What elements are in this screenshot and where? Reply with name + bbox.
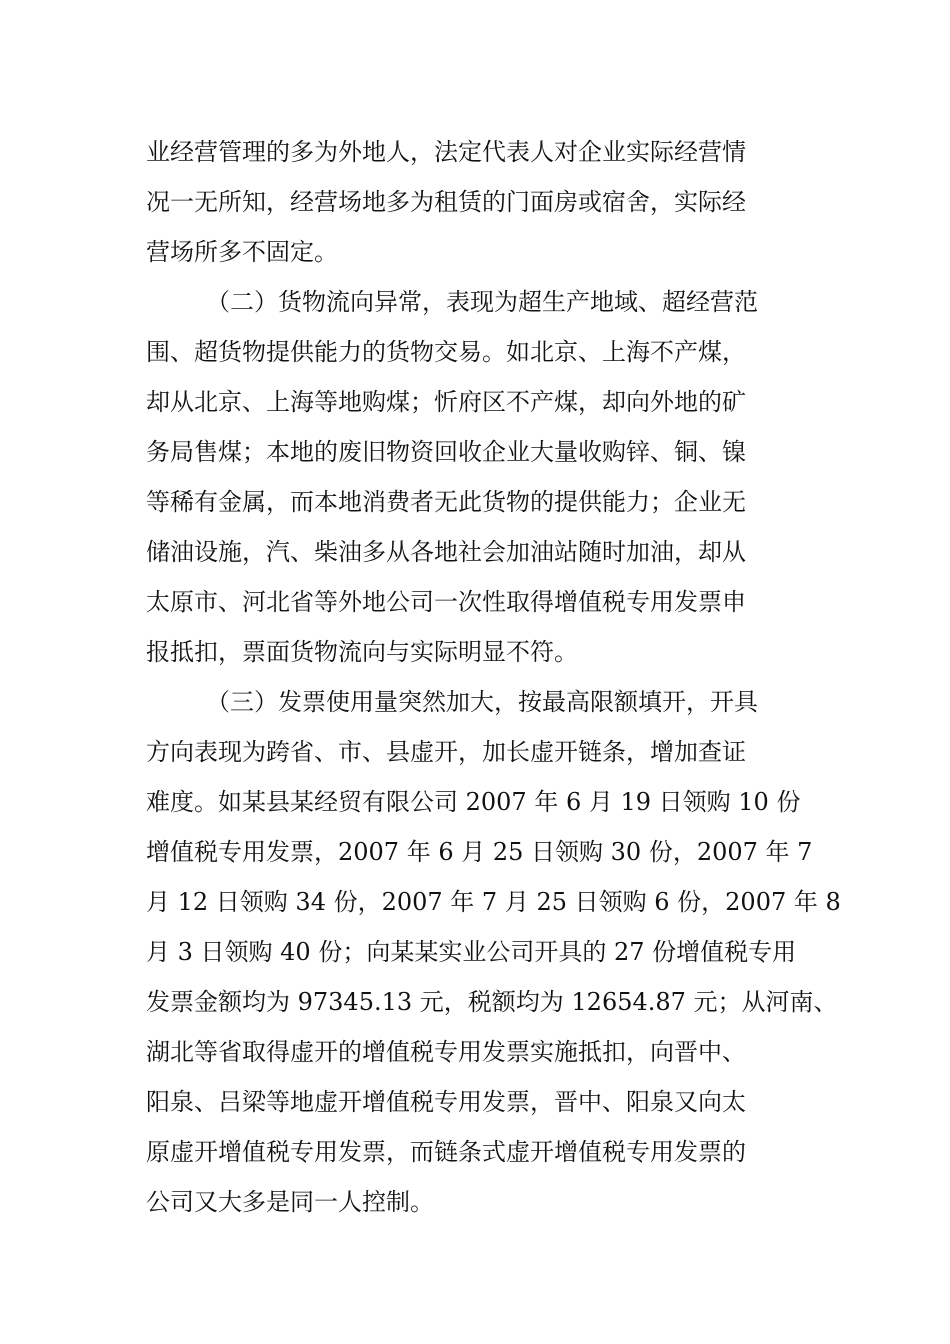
text-line-10: 太原市、河北省等外地公司一次性取得增值税专用发票申 [146,588,746,616]
text-line-9: 储油设施，汽、柴油多从各地社会加油站随时加油，却从 [146,538,746,566]
text-line-6: 却从北京、上海等地购煤；忻府区不产煤，却向外地的矿 [146,388,746,416]
text-line-22: 公司又大多是同一人控制。 [146,1188,434,1216]
text-line-19: 湖北等省取得虚开的增值税专用发票实施抵扣，向晋中、 [146,1038,746,1066]
text-line-7: 务局售煤；本地的废旧物资回收企业大量收购锌、铜、镍 [146,438,746,466]
text-line-16: 月 12 日领购 34 份，2007 年 7 月 25 日领购 6 份，2007 年 8 [146,888,841,916]
paragraph-2-line-1: （二）货物流向异常，表现为超生产地域、超经营范 [206,288,758,316]
text-line-14: 难度。如某县某经贸有限公司 2007 年 6 月 19 日领购 10 份 [146,788,801,816]
paragraph-3-line-1: （三）发票使用量突然加大，按最高限额填开，开具 [206,688,758,716]
text-line-3: 营场所多不固定。 [146,238,338,266]
text-line-17: 月 3 日领购 40 份；向某某实业公司开具的 27 份增值税专用 [146,938,797,966]
text-line-13: 方向表现为跨省、市、县虚开，加长虚开链条，增加查证 [146,738,746,766]
text-line-20: 阳泉、吕梁等地虚开增值税专用发票，晋中、阳泉又向太 [146,1088,746,1116]
text-line-15: 增值税专用发票，2007 年 6 月 25 日领购 30 份，2007 年 7 [146,838,813,866]
text-line-21: 原虚开增值税专用发票，而链条式虚开增值税专用发票的 [146,1138,746,1166]
text-line-5: 围、超货物提供能力的货物交易。如北京、上海不产煤， [146,338,746,366]
text-line-18: 发票金额均为 97345.13 元，税额均为 12654.87 元；从河南、 [146,988,838,1016]
text-line-2: 况一无所知，经营场地多为租赁的门面房或宿舍，实际经 [146,188,746,216]
text-line-11: 报抵扣，票面货物流向与实际明显不符。 [146,638,578,666]
text-line-1: 业经营管理的多为外地人，法定代表人对企业实际经营情 [146,138,746,166]
text-line-8: 等稀有金属，而本地消费者无此货物的提供能力；企业无 [146,488,746,516]
